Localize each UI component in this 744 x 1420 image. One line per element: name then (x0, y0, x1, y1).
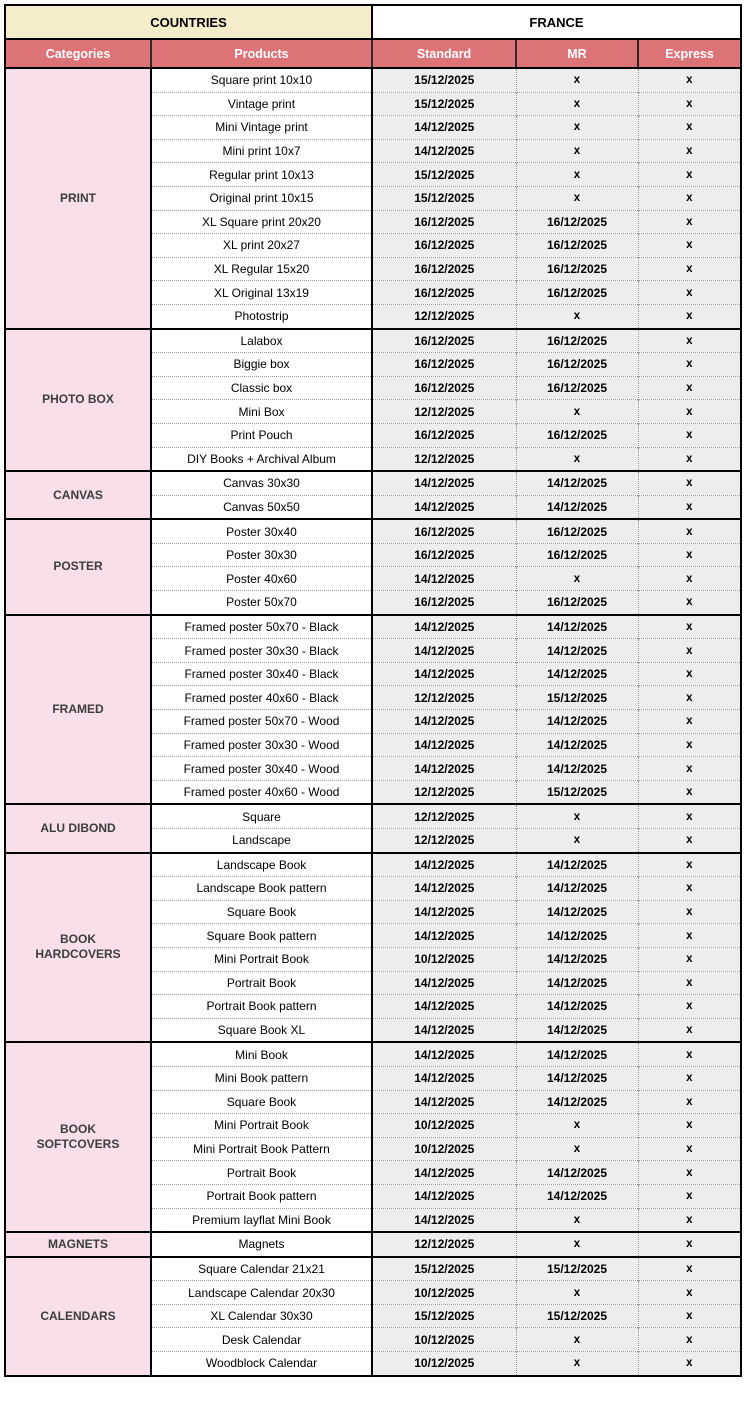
mr-cell: x (516, 116, 638, 140)
category-label: PRINT (60, 190, 96, 205)
express-cell: x (638, 780, 741, 804)
standard-cell: 12/12/2025 (372, 1232, 516, 1257)
standard-cell: 14/12/2025 (372, 567, 516, 591)
standard-cell: 12/12/2025 (372, 400, 516, 424)
standard-cell: 16/12/2025 (372, 423, 516, 447)
standard-cell: 10/12/2025 (372, 947, 516, 971)
mr-cell: x (516, 1114, 638, 1138)
product-cell: Landscape Book pattern (151, 877, 372, 901)
mr-cell: 14/12/2025 (516, 733, 638, 757)
express-cell: x (638, 471, 741, 495)
category-label: MAGNETS (48, 1236, 108, 1251)
product-cell: Regular print 10x13 (151, 163, 372, 187)
express-cell: x (638, 1257, 741, 1281)
standard-cell: 14/12/2025 (372, 1184, 516, 1208)
express-cell: x (638, 1137, 741, 1161)
product-cell: Framed poster 30x40 - Black (151, 662, 372, 686)
standard-cell: 14/12/2025 (372, 662, 516, 686)
table-row (5, 804, 741, 828)
mr-cell: 14/12/2025 (516, 1018, 638, 1042)
product-cell: Framed poster 50x70 - Black (151, 615, 372, 639)
express-cell: x (638, 376, 741, 400)
column-header-row (5, 39, 741, 68)
category-cell (5, 1232, 151, 1257)
standard-cell: 14/12/2025 (372, 471, 516, 495)
table-row (5, 1257, 741, 1281)
product-cell: Mini Portrait Book Pattern (151, 1137, 372, 1161)
express-cell: x (638, 971, 741, 995)
mr-cell: x (516, 567, 638, 591)
express-cell: x (638, 1090, 741, 1114)
standard-cell: 12/12/2025 (372, 829, 516, 853)
table-row (5, 471, 741, 495)
standard-cell: 14/12/2025 (372, 495, 516, 519)
mr-cell: x (516, 400, 638, 424)
product-cell: XL Calendar 30x30 (151, 1304, 372, 1328)
product-cell: XL Regular 15x20 (151, 257, 372, 281)
standard-cell: 14/12/2025 (372, 924, 516, 948)
mr-cell: x (516, 92, 638, 116)
mr-cell: x (516, 1352, 638, 1376)
category-label: CANVAS (53, 487, 103, 502)
standard-cell: 16/12/2025 (372, 376, 516, 400)
table-row (5, 853, 741, 877)
product-cell: Framed poster 30x30 - Wood (151, 733, 372, 757)
standard-cell: 12/12/2025 (372, 804, 516, 828)
product-cell: Mini Vintage print (151, 116, 372, 140)
mr-cell: 14/12/2025 (516, 924, 638, 948)
mr-cell: 16/12/2025 (516, 257, 638, 281)
category-label: BOOK SOFTCOVERS (36, 1122, 120, 1152)
express-cell: x (638, 495, 741, 519)
standard-cell: 14/12/2025 (372, 1042, 516, 1066)
category-label: FRAMED (52, 702, 104, 717)
product-cell: DIY Books + Archival Album (151, 447, 372, 471)
product-cell: Premium layflat Mini Book (151, 1208, 372, 1232)
mr-cell: 14/12/2025 (516, 947, 638, 971)
express-cell: x (638, 447, 741, 471)
product-cell: Landscape Book (151, 853, 372, 877)
mr-cell: x (516, 163, 638, 187)
category-label: PHOTO BOX (42, 392, 114, 407)
express-cell: x (638, 615, 741, 639)
product-cell: Framed poster 40x60 - Black (151, 686, 372, 710)
product-cell: Portrait Book pattern (151, 995, 372, 1019)
product-cell: Landscape (151, 829, 372, 853)
standard-cell: 12/12/2025 (372, 447, 516, 471)
express-cell: x (638, 1018, 741, 1042)
table-row (5, 68, 741, 92)
express-cell: x (638, 733, 741, 757)
standard-cell: 14/12/2025 (372, 971, 516, 995)
product-cell: Mini Portrait Book (151, 1114, 372, 1138)
country-header-cell: FRANCE (372, 5, 741, 39)
express-cell: x (638, 686, 741, 710)
product-cell: Mini Book (151, 1042, 372, 1066)
shipping-cutoff-sheet (4, 4, 740, 1377)
mr-cell: x (516, 68, 638, 92)
product-cell: Square Book XL (151, 1018, 372, 1042)
mr-cell: 16/12/2025 (516, 234, 638, 258)
mr-cell: 14/12/2025 (516, 877, 638, 901)
spreadsheet-table (4, 4, 742, 1377)
mr-cell: x (516, 1281, 638, 1305)
express-cell: x (638, 163, 741, 187)
product-cell: XL print 20x27 (151, 234, 372, 258)
product-cell: Desk Calendar (151, 1328, 372, 1352)
standard-cell: 16/12/2025 (372, 234, 516, 258)
mr-cell: 14/12/2025 (516, 853, 638, 877)
standard-cell: 16/12/2025 (372, 329, 516, 353)
standard-cell: 10/12/2025 (372, 1328, 516, 1352)
mr-cell: 14/12/2025 (516, 1042, 638, 1066)
mr-cell: x (516, 829, 638, 853)
express-cell: x (638, 400, 741, 424)
mr-cell: 14/12/2025 (516, 1184, 638, 1208)
express-cell: x (638, 710, 741, 734)
mr-cell: 16/12/2025 (516, 210, 638, 234)
standard-cell: 10/12/2025 (372, 1352, 516, 1376)
express-cell: x (638, 662, 741, 686)
product-cell: Lalabox (151, 329, 372, 353)
mr-cell: 14/12/2025 (516, 639, 638, 663)
express-cell: x (638, 900, 741, 924)
column-header-mr: MR (516, 39, 638, 68)
express-cell: x (638, 567, 741, 591)
product-cell: Poster 50x70 (151, 591, 372, 615)
standard-cell: 14/12/2025 (372, 1066, 516, 1090)
mr-cell: 16/12/2025 (516, 353, 638, 377)
product-cell: Square (151, 804, 372, 828)
standard-cell: 14/12/2025 (372, 733, 516, 757)
column-header-standard: Standard (372, 39, 516, 68)
express-cell: x (638, 1328, 741, 1352)
mr-cell: 14/12/2025 (516, 900, 638, 924)
product-cell: Framed poster 40x60 - Wood (151, 780, 372, 804)
category-cell (5, 1257, 151, 1376)
express-cell: x (638, 116, 741, 140)
express-cell: x (638, 329, 741, 353)
express-cell: x (638, 210, 741, 234)
table-row (5, 519, 741, 543)
standard-cell: 15/12/2025 (372, 1304, 516, 1328)
mr-cell: 16/12/2025 (516, 423, 638, 447)
mr-cell: x (516, 1137, 638, 1161)
product-cell: XL Original 13x19 (151, 281, 372, 305)
product-cell: XL Square print 20x20 (151, 210, 372, 234)
table-row (5, 1042, 741, 1066)
mr-cell: 16/12/2025 (516, 376, 638, 400)
standard-cell: 15/12/2025 (372, 68, 516, 92)
express-cell: x (638, 1042, 741, 1066)
mr-cell: x (516, 1232, 638, 1257)
standard-cell: 16/12/2025 (372, 257, 516, 281)
product-cell: Framed poster 30x30 - Black (151, 639, 372, 663)
standard-cell: 14/12/2025 (372, 710, 516, 734)
mr-cell: x (516, 804, 638, 828)
standard-cell: 14/12/2025 (372, 995, 516, 1019)
table-row (5, 329, 741, 353)
product-cell: Canvas 30x30 (151, 471, 372, 495)
express-cell: x (638, 1066, 741, 1090)
product-cell: Portrait Book pattern (151, 1184, 372, 1208)
express-cell: x (638, 877, 741, 901)
express-cell: x (638, 543, 741, 567)
standard-cell: 15/12/2025 (372, 186, 516, 210)
express-cell: x (638, 304, 741, 328)
product-cell: Magnets (151, 1232, 372, 1257)
product-cell: Square Book (151, 1090, 372, 1114)
mr-cell: 16/12/2025 (516, 281, 638, 305)
product-cell: Classic box (151, 376, 372, 400)
mr-cell: 16/12/2025 (516, 519, 638, 543)
express-cell: x (638, 423, 741, 447)
mr-cell: 14/12/2025 (516, 710, 638, 734)
category-label: ALU DIBOND (40, 821, 116, 835)
mr-cell: 15/12/2025 (516, 780, 638, 804)
mr-cell: 15/12/2025 (516, 686, 638, 710)
mr-cell: 14/12/2025 (516, 1090, 638, 1114)
standard-cell: 10/12/2025 (372, 1281, 516, 1305)
mr-cell: 14/12/2025 (516, 662, 638, 686)
mr-cell: 14/12/2025 (516, 471, 638, 495)
mr-cell: 14/12/2025 (516, 1066, 638, 1090)
product-cell: Poster 30x30 (151, 543, 372, 567)
countries-header-cell: COUNTRIES (5, 5, 372, 39)
product-cell: Mini Book pattern (151, 1066, 372, 1090)
mr-cell: 16/12/2025 (516, 329, 638, 353)
express-cell: x (638, 947, 741, 971)
product-cell: Portrait Book (151, 971, 372, 995)
express-cell: x (638, 591, 741, 615)
category-cell (5, 329, 151, 472)
express-cell: x (638, 257, 741, 281)
standard-cell: 14/12/2025 (372, 1018, 516, 1042)
mr-cell: 14/12/2025 (516, 971, 638, 995)
category-label: POSTER (53, 559, 103, 574)
table-row (5, 1232, 741, 1257)
top-header-row (5, 5, 741, 39)
product-cell: Landscape Calendar 20x30 (151, 1281, 372, 1305)
column-header-categories: Categories (5, 39, 151, 68)
product-cell: Framed poster 30x40 - Wood (151, 757, 372, 781)
product-cell: Mini print 10x7 (151, 139, 372, 163)
standard-cell: 15/12/2025 (372, 163, 516, 187)
category-cell (5, 853, 151, 1043)
mr-cell: 15/12/2025 (516, 1257, 638, 1281)
standard-cell: 16/12/2025 (372, 591, 516, 615)
standard-cell: 16/12/2025 (372, 210, 516, 234)
mr-cell: 14/12/2025 (516, 495, 638, 519)
express-cell: x (638, 234, 741, 258)
express-cell: x (638, 353, 741, 377)
table-body (5, 68, 741, 1376)
express-cell: x (638, 519, 741, 543)
product-cell: Framed poster 50x70 - Wood (151, 710, 372, 734)
category-label: CALENDARS (40, 1308, 116, 1323)
express-cell: x (638, 281, 741, 305)
standard-cell: 14/12/2025 (372, 757, 516, 781)
express-cell: x (638, 639, 741, 663)
express-cell: x (638, 995, 741, 1019)
express-cell: x (638, 1184, 741, 1208)
express-cell: x (638, 92, 741, 116)
express-cell: x (638, 757, 741, 781)
category-cell (5, 471, 151, 519)
category-cell (5, 68, 151, 329)
standard-cell: 14/12/2025 (372, 615, 516, 639)
mr-cell: 14/12/2025 (516, 615, 638, 639)
standard-cell: 15/12/2025 (372, 92, 516, 116)
mr-cell: 14/12/2025 (516, 757, 638, 781)
standard-cell: 14/12/2025 (372, 1161, 516, 1185)
standard-cell: 16/12/2025 (372, 281, 516, 305)
express-cell: x (638, 1114, 741, 1138)
mr-cell: x (516, 186, 638, 210)
standard-cell: 12/12/2025 (372, 780, 516, 804)
category-label: BOOK HARDCOVERS (35, 932, 121, 962)
standard-cell: 15/12/2025 (372, 1257, 516, 1281)
standard-cell: 10/12/2025 (372, 1137, 516, 1161)
mr-cell: 16/12/2025 (516, 543, 638, 567)
product-cell: Square print 10x10 (151, 68, 372, 92)
product-cell: Woodblock Calendar (151, 1352, 372, 1376)
express-cell: x (638, 853, 741, 877)
product-cell: Portrait Book (151, 1161, 372, 1185)
product-cell: Mini Box (151, 400, 372, 424)
mr-cell: 14/12/2025 (516, 1161, 638, 1185)
product-cell: Print Pouch (151, 423, 372, 447)
product-cell: Square Book pattern (151, 924, 372, 948)
express-cell: x (638, 1281, 741, 1305)
mr-cell: x (516, 1328, 638, 1352)
express-cell: x (638, 829, 741, 853)
column-header-products: Products (151, 39, 372, 68)
standard-cell: 14/12/2025 (372, 1208, 516, 1232)
express-cell: x (638, 804, 741, 828)
express-cell: x (638, 1232, 741, 1257)
standard-cell: 12/12/2025 (372, 686, 516, 710)
category-cell (5, 615, 151, 805)
product-cell: Canvas 50x50 (151, 495, 372, 519)
standard-cell: 14/12/2025 (372, 116, 516, 140)
standard-cell: 16/12/2025 (372, 353, 516, 377)
express-cell: x (638, 186, 741, 210)
category-cell (5, 804, 151, 852)
mr-cell: x (516, 139, 638, 163)
express-cell: x (638, 139, 741, 163)
mr-cell: 16/12/2025 (516, 591, 638, 615)
mr-cell: 14/12/2025 (516, 995, 638, 1019)
product-cell: Original print 10x15 (151, 186, 372, 210)
standard-cell: 12/12/2025 (372, 304, 516, 328)
category-cell (5, 1042, 151, 1232)
express-cell: x (638, 68, 741, 92)
mr-cell: x (516, 447, 638, 471)
express-cell: x (638, 1161, 741, 1185)
product-cell: Photostrip (151, 304, 372, 328)
column-header-express: Express (638, 39, 741, 68)
product-cell: Square Book (151, 900, 372, 924)
standard-cell: 16/12/2025 (372, 543, 516, 567)
standard-cell: 16/12/2025 (372, 519, 516, 543)
express-cell: x (638, 1304, 741, 1328)
product-cell: Biggie box (151, 353, 372, 377)
standard-cell: 14/12/2025 (372, 639, 516, 663)
standard-cell: 10/12/2025 (372, 1114, 516, 1138)
standard-cell: 14/12/2025 (372, 853, 516, 877)
mr-cell: 15/12/2025 (516, 1304, 638, 1328)
standard-cell: 14/12/2025 (372, 877, 516, 901)
table-row (5, 615, 741, 639)
express-cell: x (638, 1208, 741, 1232)
standard-cell: 14/12/2025 (372, 900, 516, 924)
mr-cell: x (516, 1208, 638, 1232)
product-cell: Mini Portrait Book (151, 947, 372, 971)
category-cell (5, 519, 151, 614)
standard-cell: 14/12/2025 (372, 139, 516, 163)
express-cell: x (638, 1352, 741, 1376)
mr-cell: x (516, 304, 638, 328)
product-cell: Poster 40x60 (151, 567, 372, 591)
product-cell: Square Calendar 21x21 (151, 1257, 372, 1281)
standard-cell: 14/12/2025 (372, 1090, 516, 1114)
express-cell: x (638, 924, 741, 948)
product-cell: Vintage print (151, 92, 372, 116)
product-cell: Poster 30x40 (151, 519, 372, 543)
